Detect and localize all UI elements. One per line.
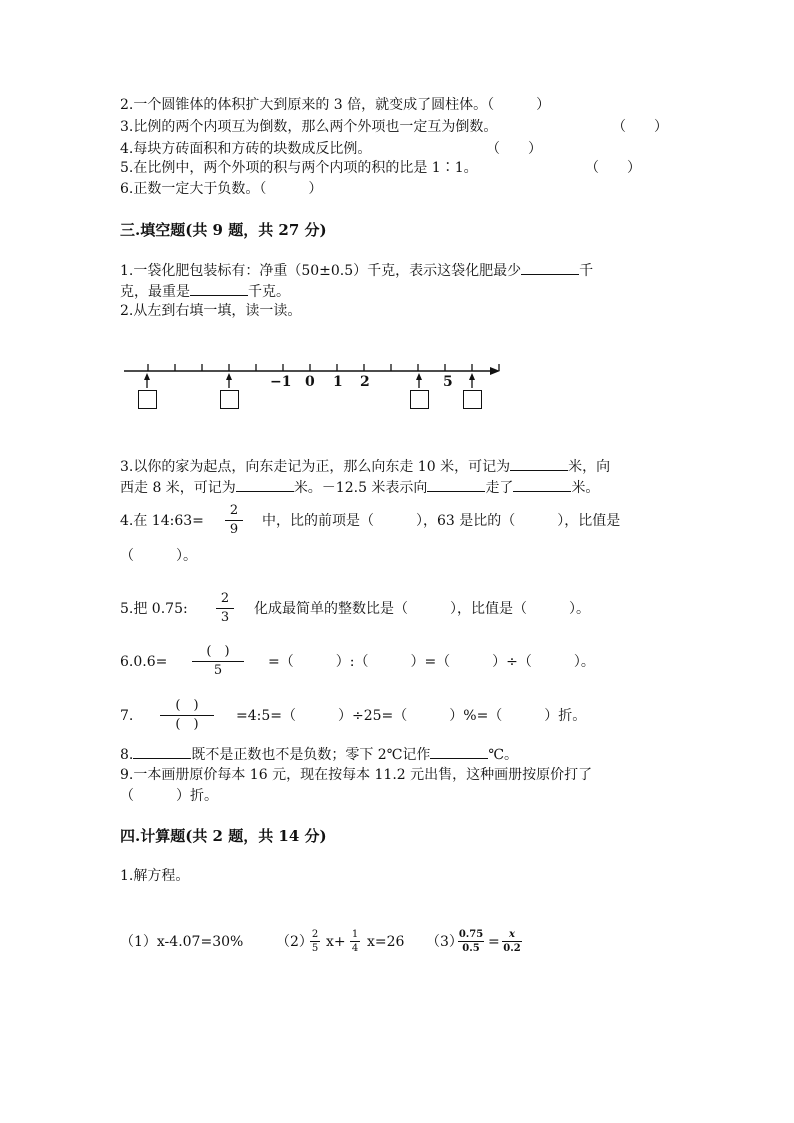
fill-q9-line2: （ ）折。 xyxy=(120,788,218,804)
fraction-bar xyxy=(502,941,522,942)
answer-box[interactable] xyxy=(463,390,482,409)
fill-q4-text-b: 中，比的前项是（ ），63 是比的（ ），比值是 xyxy=(262,513,621,529)
fill-q6-text-a: 6.0.6= xyxy=(120,654,168,670)
number-line-label-0: 0 xyxy=(305,374,315,390)
judge-q3: 3.比例的两个内项互为倒数，那么两个外项也一定互为倒数。 xyxy=(120,119,498,135)
fraction-denominator: 0.5 xyxy=(462,943,480,954)
fill-q3-text-d: 米。－12.5 米表示向 xyxy=(293,480,428,496)
up-arrow-icon xyxy=(144,373,150,380)
fill-q1-line1 xyxy=(120,260,593,281)
judge-q5: 5.在比例中，两个外项的积与两个内项的积的比是 1∶1。 xyxy=(120,160,478,176)
fill-q8-text-a: 8. xyxy=(120,747,134,763)
equation-2-fraction-2 xyxy=(350,929,360,954)
fill-q8-text-c: ℃。 xyxy=(488,747,519,763)
number-line-ticks xyxy=(148,364,499,371)
answer-box[interactable] xyxy=(410,390,429,409)
fraction-bar xyxy=(458,941,484,942)
answer-box[interactable] xyxy=(220,390,239,409)
fill-q5-fraction xyxy=(216,591,234,626)
fill-q3-line2 xyxy=(120,477,599,498)
fill-q3-line1 xyxy=(120,456,610,477)
fill-q9-line1: 9.一本画册原价每本 16 元，现在按每本 11.2 元出售，这种画册按原价打了 xyxy=(120,767,593,783)
judge-q4-paren: （ ） xyxy=(486,141,542,157)
fill-q3-text-f: 米。 xyxy=(571,480,600,496)
fill-q3-text-a: 3.以你的家为起点，向东走记为正，那么向东走 10 米，可记为 xyxy=(120,459,511,475)
equation-2-mid: x+ xyxy=(326,934,346,950)
fraction-numerator: ( ) xyxy=(206,644,230,659)
equation-1: （1）x-4.07=30% xyxy=(120,934,244,950)
fill-q4-text-c: （ ）。 xyxy=(120,548,197,564)
fraction-numerator: ( ) xyxy=(175,698,199,713)
fraction-numerator: 1 xyxy=(351,929,359,940)
equation-2-end: x=26 xyxy=(367,934,405,950)
fill-q2: 2.从左到右填一填，读一读。 xyxy=(120,303,302,319)
fraction-bar xyxy=(310,941,320,942)
fill-q8-text-b: 既不是正数也不是负数；零下 2℃记作 xyxy=(191,747,431,763)
fraction-bar xyxy=(225,520,243,521)
fill-q1-text-d: 千克。 xyxy=(248,284,290,300)
fill-q6-text-b: =（ ）:（ ）=（ ）÷（ ）。 xyxy=(268,654,595,670)
fraction-denominator: 5 xyxy=(213,663,223,678)
fraction-numerator: 0.75 xyxy=(458,929,484,940)
answer-blank[interactable] xyxy=(236,477,294,492)
judge-q3-paren: （ ） xyxy=(612,119,668,135)
fraction-denominator: 0.2 xyxy=(503,943,521,954)
equation-3-equals: = xyxy=(488,934,500,950)
fill-q4-text-a: 4.在 14:63= xyxy=(120,513,204,529)
fraction-denominator: 5 xyxy=(311,943,319,954)
fill-q6-fraction xyxy=(192,644,244,679)
fill-q3-text-e: 走了 xyxy=(485,480,514,496)
equation-3-fraction-1 xyxy=(458,929,484,954)
answer-blank[interactable] xyxy=(427,477,485,492)
fraction-bar xyxy=(350,941,360,942)
equation-2-label: （2） xyxy=(276,934,313,950)
fraction-numerator: 2 xyxy=(220,591,230,606)
fraction-numerator: 2 xyxy=(229,503,239,518)
answer-blank[interactable] xyxy=(521,260,579,275)
fill-q1-text-a: 1.一袋化肥包装标有：净重（50±0.5）千克，表示这袋化肥最少 xyxy=(120,263,522,279)
equation-3-fraction-2 xyxy=(502,929,522,954)
fraction-bar xyxy=(216,608,234,609)
judge-q2: 2.一个圆锥体的体积扩大到原来的 3 倍，就变成了圆柱体。（ ） xyxy=(120,97,551,113)
fill-q8 xyxy=(120,744,518,765)
up-arrow-icon xyxy=(469,373,475,380)
fill-q3-text-b: 米，向 xyxy=(568,459,611,475)
fill-q7-fraction xyxy=(160,698,214,733)
answer-blank[interactable] xyxy=(133,744,191,759)
answer-box[interactable] xyxy=(138,390,157,409)
answer-blank[interactable] xyxy=(190,281,248,296)
number-line-label-2: 2 xyxy=(360,374,370,390)
fraction-denominator: ( ) xyxy=(175,717,199,732)
answer-blank[interactable] xyxy=(513,477,571,492)
fraction-bar xyxy=(192,661,244,662)
equation-3-label: （3） xyxy=(426,934,463,950)
number-line-label-1: 1 xyxy=(333,374,343,390)
judge-q4: 4.每块方砖面积和方砖的块数成反比例。 xyxy=(120,141,372,157)
fill-q4-fraction xyxy=(225,503,243,538)
fraction-denominator: 4 xyxy=(351,943,359,954)
fill-q7-text-b: =4:5=（ ）÷25=（ ）%=（ ）折。 xyxy=(236,708,587,724)
up-arrow-icon xyxy=(416,373,422,380)
fraction-denominator: 3 xyxy=(220,610,230,625)
fill-q1-text-b: 千 xyxy=(579,263,594,279)
equation-2-fraction-1 xyxy=(310,929,320,954)
fill-q3-text-c: 西走 8 米，可记为 xyxy=(120,480,236,496)
fill-q1-line2 xyxy=(120,281,290,302)
judge-q6: 6.正数一定大于负数。（ ） xyxy=(120,181,323,197)
fill-q1-text-c: 克，最重是 xyxy=(120,284,190,300)
fraction-numerator: 2 xyxy=(311,929,319,940)
number-line-label-5: 5 xyxy=(443,374,453,390)
section3-title: 三.填空题(共 9 题，共 27 分) xyxy=(120,221,327,239)
number-line-label-neg1: −1 xyxy=(270,374,292,390)
calc-q1: 1.解方程。 xyxy=(120,868,190,884)
judge-q5-paren: （ ） xyxy=(585,160,641,176)
up-arrow-icon xyxy=(226,373,232,380)
fraction-numerator: x xyxy=(509,929,515,940)
fraction-denominator: 9 xyxy=(229,522,239,537)
answer-blank[interactable] xyxy=(430,744,488,759)
fill-q7-text-a: 7. xyxy=(120,708,134,724)
answer-blank[interactable] xyxy=(510,456,568,471)
fill-q5-text-a: 5.把 0.75: xyxy=(120,601,188,617)
section4-title: 四.计算题(共 2 题，共 14 分) xyxy=(120,827,327,845)
fill-q5-text-b: 化成最简单的整数比是（ ），比值是（ ）。 xyxy=(254,601,590,617)
fraction-bar xyxy=(160,715,214,716)
